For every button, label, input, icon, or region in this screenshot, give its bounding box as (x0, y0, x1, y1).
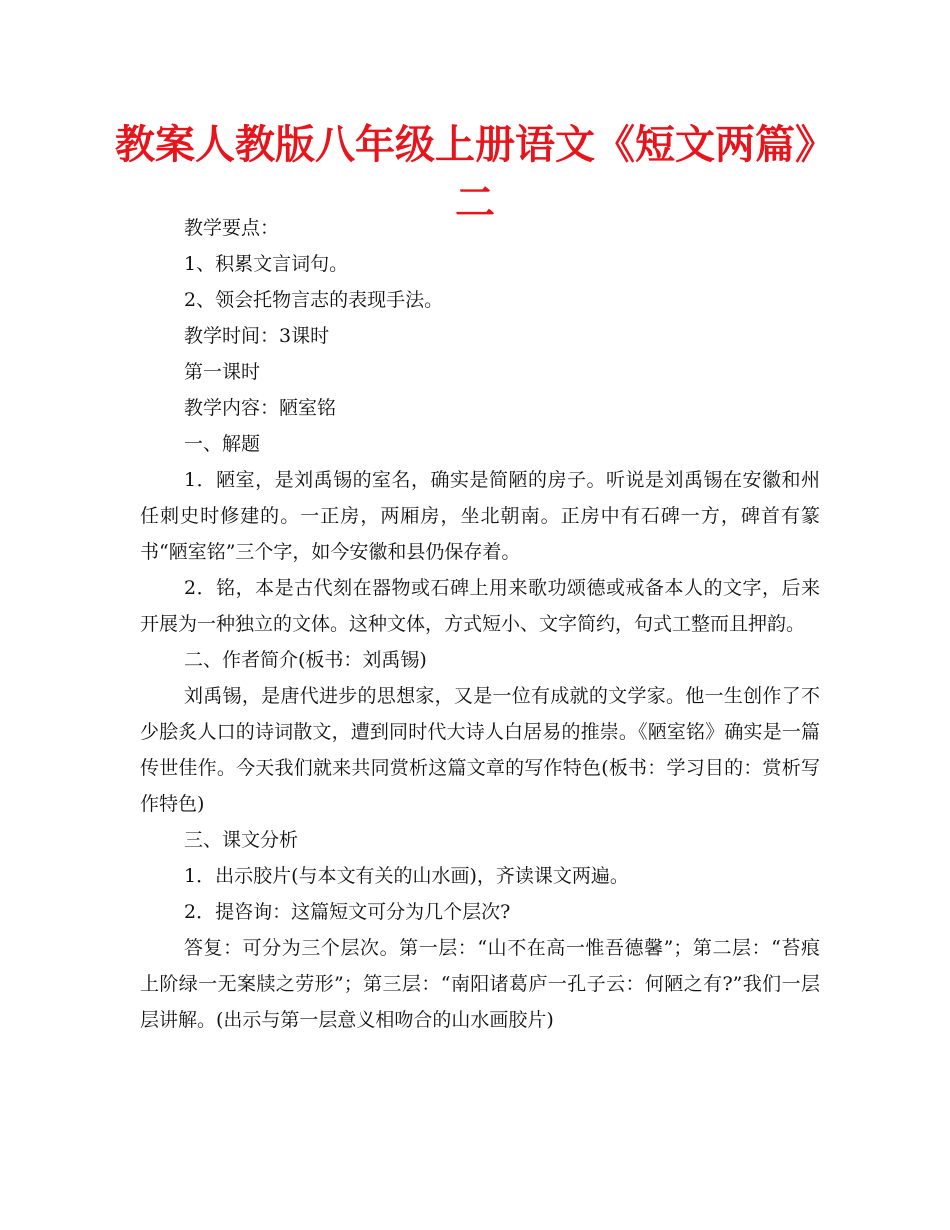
document-body (140, 210, 820, 1038)
paragraph: 教学内容：陋室铭 (184, 397, 337, 419)
section-heading: 三、课文分析 (184, 829, 299, 851)
paragraph: 答复：可分为三个层次。第一层：“山不在高一惟吾德馨”；第二层：“苔痕上阶绿一无案牍之劳形”；第三层：“南阳诸葛庐一孔子云：何陋之有?”我们一层层讲解。(出示与第一层意义相吻合的山水画胶片) (140, 937, 820, 1031)
paragraph: 2、领会托物言志的表现手法。 (184, 289, 444, 311)
paragraph: 刘禹锡，是唐代进步的思想家，又是一位有成就的文学家。他一生创作了不少脍炙人口的诗词散文，遭到同时代大诗人白居易的推崇。《陋室铭》确实是一篇传世佳作。今天我们就来共同赏析这篇文章的写作特色(板书：学习目的：赏析写作特色) (140, 685, 820, 815)
paragraph: 1、积累文言词句。 (184, 253, 349, 275)
section-heading: 一、解题 (184, 433, 261, 455)
page-title: 教案人教版八年级上册语文《短文两篇》二 (115, 122, 835, 226)
paragraph: 2．提咨询：这篇短文可分为几个层次? (184, 901, 511, 923)
paragraph: 教学时间：3课时 (184, 325, 330, 347)
section-heading: 二、作者简介(板书：刘禹锡) (184, 649, 427, 671)
paragraph: 教学要点： (184, 217, 280, 239)
paragraph: 1．出示胶片(与本文有关的山水画)，齐读课文两遍。 (184, 865, 629, 887)
paragraph: 第一课时 (184, 361, 261, 383)
paragraph: 2．铭，本是古代刻在器物或石碑上用来歌功颂德或戒备本人的文字，后来开展为一种独立的文体。这种文体，方式短小、文字简约，句式工整而且押韵。 (140, 577, 820, 635)
paragraph: 1．陋室，是刘禹锡的室名，确实是简陋的房子。听说是刘禹锡在安徽和州任刺史时修建的。一正房，两厢房，坐北朝南。正房中有石碑一方，碑首有篆书“陋室铭”三个字，如今安徽和县仍保存着。 (140, 469, 820, 563)
